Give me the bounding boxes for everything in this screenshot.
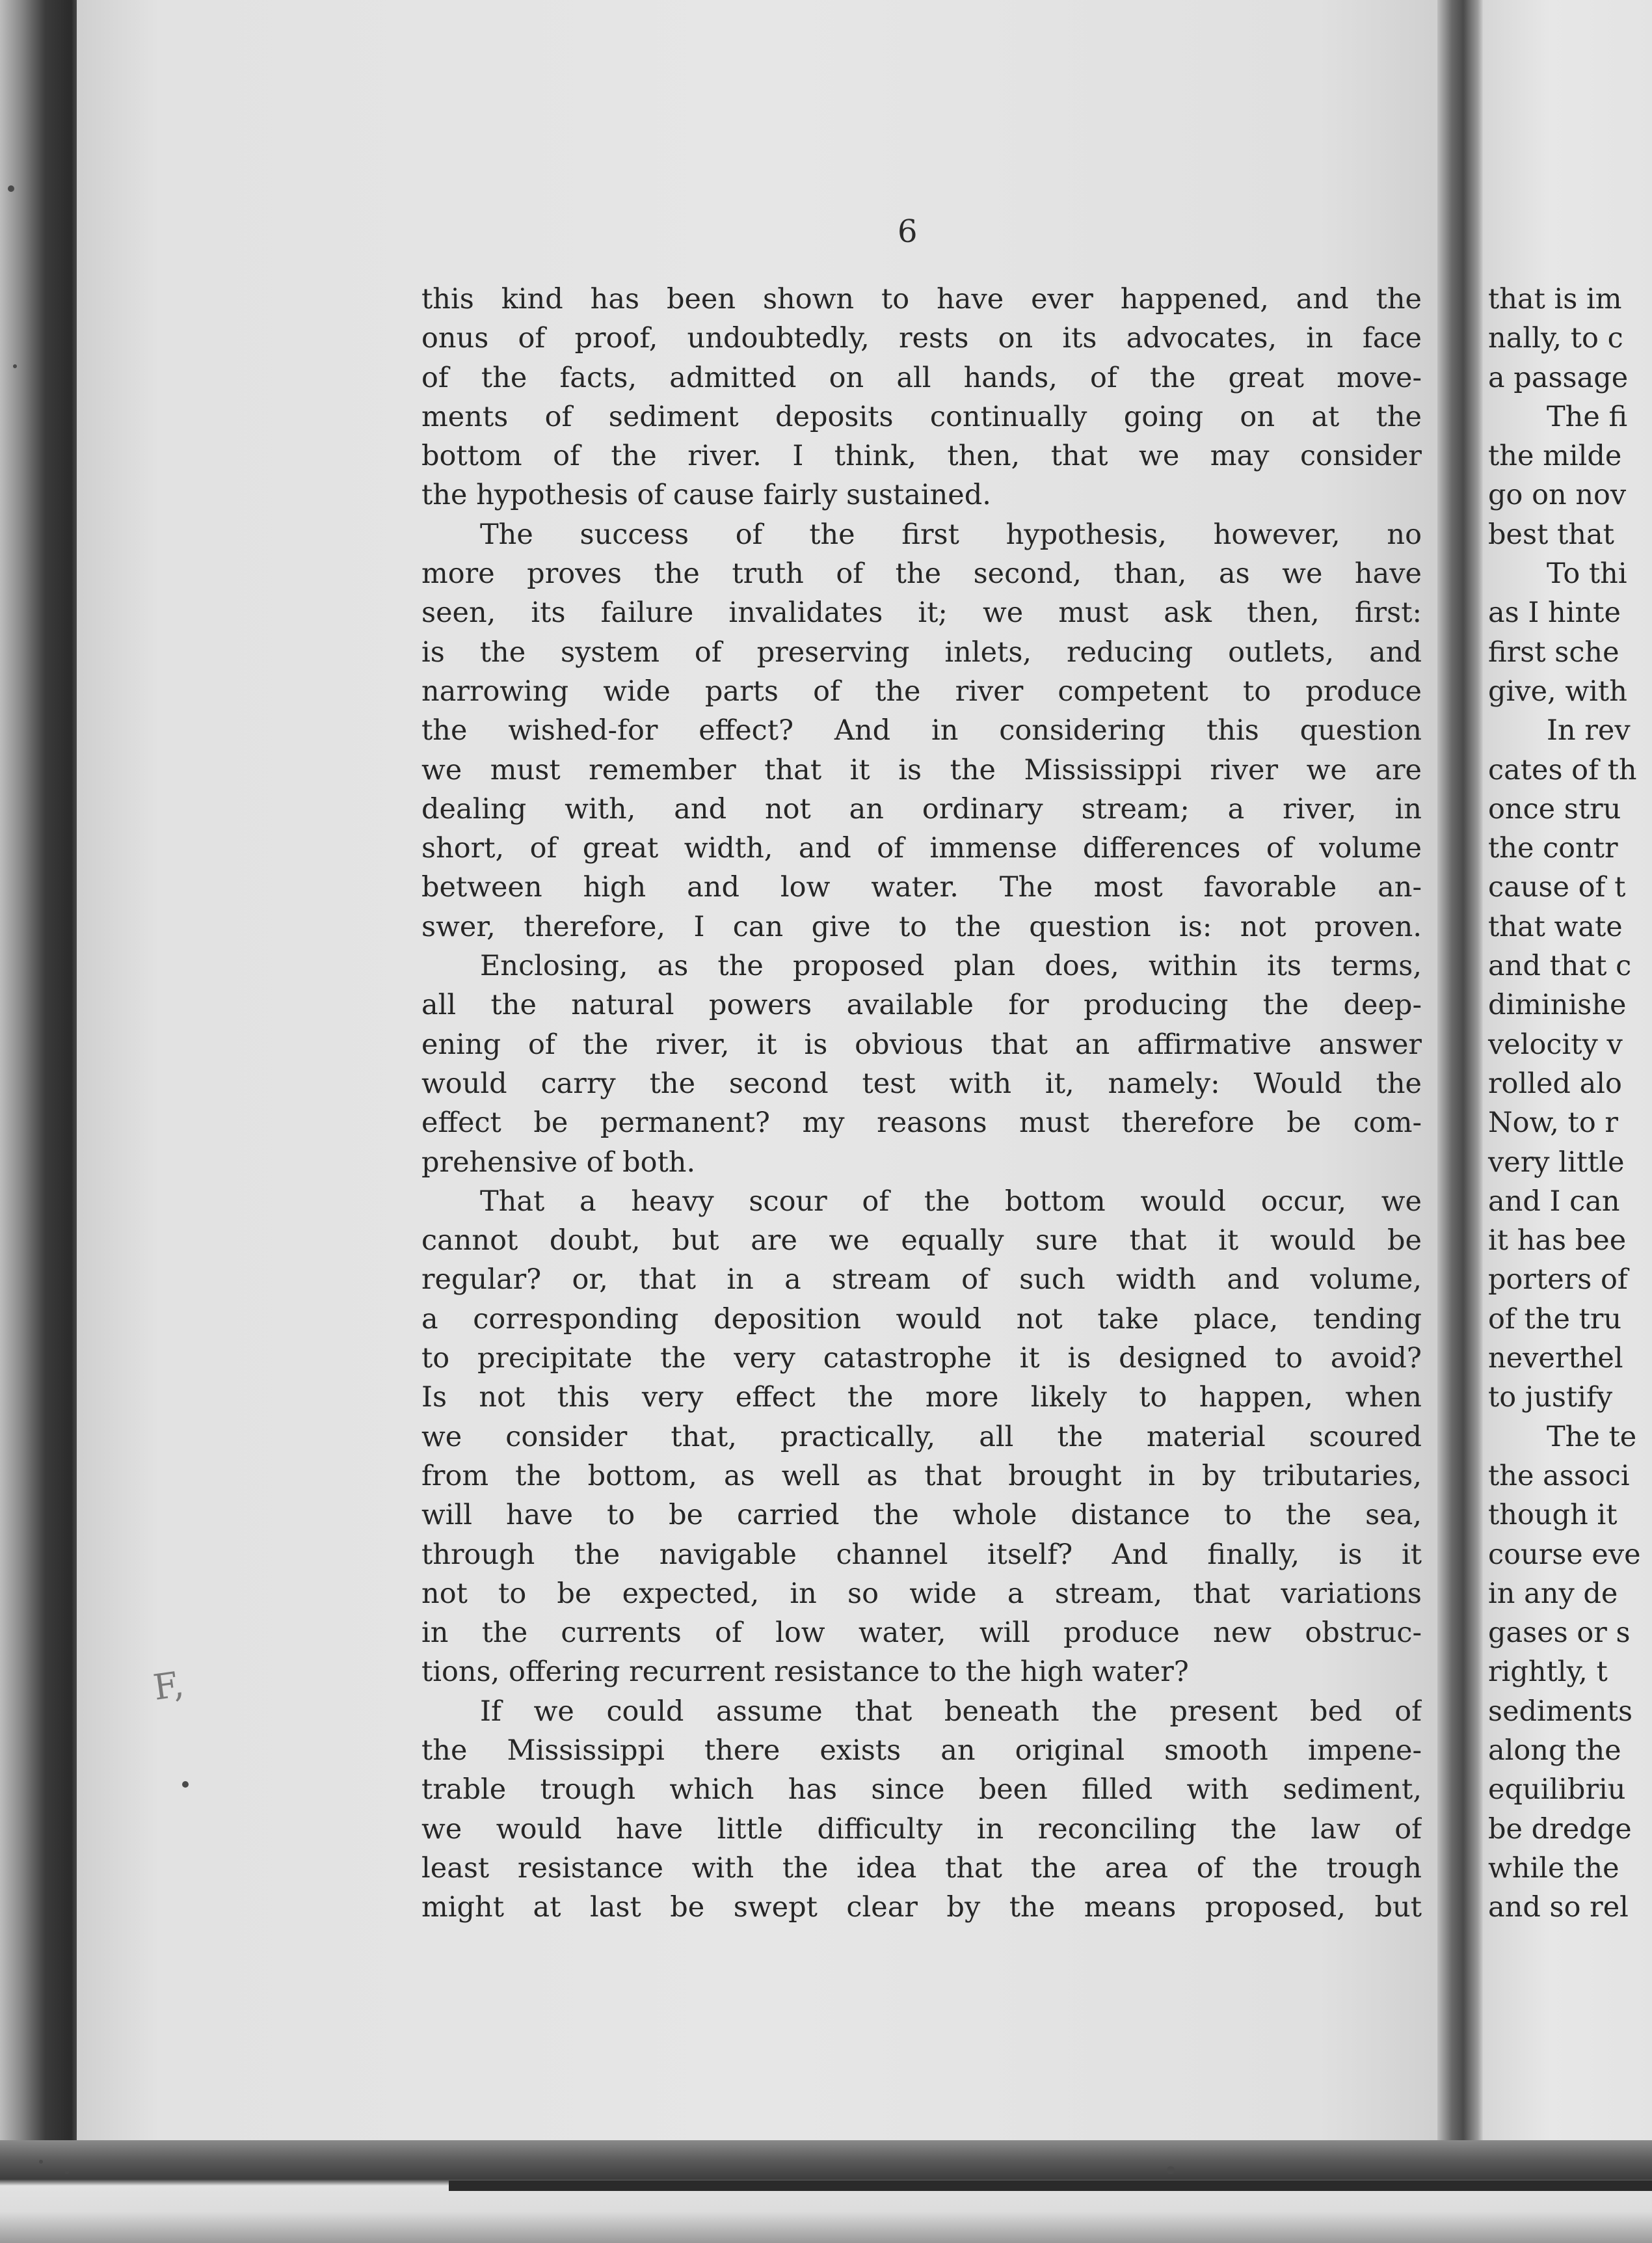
text-line: the Mississippi there exists an original smooth impene- (421, 1734, 1422, 1767)
text-line: and I can (1488, 1185, 1620, 1218)
text-line: go on nov (1488, 479, 1627, 512)
text-line: short, of great width, and of immense differences of volume (421, 832, 1422, 865)
text-line: porters of (1488, 1263, 1628, 1296)
speck (39, 2160, 43, 2164)
text-line: tions, offering recurrent resistance to the high water? (421, 1656, 1189, 1689)
text-line: a corresponding deposition would not take place, tending (421, 1302, 1422, 1336)
text-line: we would have little difficulty in reconciling the law of (421, 1812, 1422, 1846)
book-gutter (1437, 0, 1483, 2243)
text-line: that is im (1488, 283, 1622, 316)
text-line: to precipitate the very catastrophe it is designed to avoid? (421, 1342, 1422, 1375)
text-line: equilibriu (1488, 1773, 1626, 1806)
text-line: Now, to r (1488, 1107, 1618, 1140)
text-line: that wate (1488, 910, 1623, 943)
text-line: in the currents of low water, will produce new obstruc- (421, 1617, 1422, 1650)
text-line: the hypothesis of cause fairly sustained. (421, 479, 991, 512)
bottom-scan-edge (0, 2140, 1652, 2243)
text-line: is the system of preserving inlets, reducing outlets, and (421, 636, 1422, 669)
speck (182, 1781, 189, 1788)
text-line: regular? or, that in a stream of such width and volume, (421, 1263, 1422, 1296)
text-line: swer, therefore, I can give to the question is: not proven. (421, 910, 1422, 943)
text-line: once stru (1488, 792, 1621, 826)
text-line: and so rel (1488, 1891, 1629, 1924)
text-line: very little (1488, 1146, 1625, 1179)
text-line: will have to be carried the whole distance to the sea, (421, 1499, 1422, 1532)
text-line: best that (1488, 518, 1614, 551)
text-line: of the tru (1488, 1302, 1622, 1336)
text-line: though it (1488, 1499, 1618, 1532)
text-line: between high and low water. The most favorable an- (421, 871, 1422, 904)
right-page-text-column (1488, 280, 1652, 1927)
text-line: If we could assume that beneath the present bed of (480, 1695, 1422, 1728)
text-line: diminishe (1488, 989, 1627, 1022)
text-line: nally, to c (1488, 322, 1623, 355)
text-line: The fi (1547, 400, 1628, 433)
text-line: onus of proof, undoubtedly, rests on its advocates, in face (421, 322, 1422, 355)
text-line: the associ (1488, 1459, 1630, 1492)
bottom-dark-bar (449, 2181, 1652, 2191)
text-line: rightly, t (1488, 1656, 1608, 1689)
left-scan-edge (0, 0, 78, 2243)
text-line: To thi (1547, 557, 1627, 591)
text-line: a passage (1488, 361, 1629, 394)
text-line: That a heavy scour of the bottom would occur, we (480, 1185, 1422, 1218)
text-line: velocity v (1488, 1028, 1623, 1061)
text-line: course eve (1488, 1538, 1641, 1571)
text-line: and that c (1488, 950, 1632, 983)
text-line: sediments (1488, 1695, 1633, 1728)
text-line: the contr (1488, 832, 1618, 865)
text-line: as I hinte (1488, 597, 1621, 630)
text-line: in any de (1488, 1577, 1618, 1610)
text-line: give, with (1488, 675, 1627, 708)
text-line: cates of th (1488, 753, 1637, 786)
text-line: to justify (1488, 1381, 1613, 1414)
text-line: all the natural powers available for producing the deep- (421, 989, 1422, 1022)
text-line: this kind has been shown to have ever happened, and the (421, 283, 1422, 316)
text-line: ments of sediment deposits continually going on at the (421, 400, 1422, 433)
text-line: effect be permanent? my reasons must therefore be com- (421, 1107, 1422, 1140)
text-line: prehensive of both. (421, 1146, 696, 1179)
text-line: while the (1488, 1851, 1619, 1885)
speck (1167, 2166, 1175, 2174)
text-line: cause of t (1488, 871, 1626, 904)
text-line: Enclosing, as the proposed plan does, within its terms, (480, 950, 1422, 983)
text-line: the wished-for effect? And in considering this question (421, 714, 1422, 747)
speck (13, 364, 17, 368)
text-line: the milde (1488, 440, 1622, 473)
text-line: might at last be swept clear by the means proposed, but (421, 1891, 1422, 1924)
text-line: least resistance with the idea that the area of the trough (421, 1851, 1422, 1885)
text-line: of the facts, admitted on all hands, of the great move- (421, 361, 1422, 394)
text-line: The success of the first hypothesis, however, no (480, 518, 1422, 551)
text-line: first sche (1488, 636, 1619, 669)
text-line: Is not this very effect the more likely to happen, when (421, 1381, 1422, 1414)
text-line: we must remember that it is the Mississippi river we are (421, 753, 1422, 786)
speck (8, 185, 14, 192)
text-line: from the bottom, as well as that brought in by tributaries, (421, 1459, 1422, 1492)
text-line: not to be expected, in so wide a stream, that variations (421, 1577, 1422, 1610)
text-line: dealing with, and not an ordinary stream; a river, in (421, 792, 1422, 826)
page-number: 6 (898, 213, 918, 250)
text-line: ening of the river, it is obvious that an affirmative answer (421, 1028, 1422, 1061)
text-line: trable trough which has since been filled with sediment, (421, 1773, 1422, 1806)
text-line: more proves the truth of the second, than, as we have (421, 557, 1422, 591)
text-line: cannot doubt, but are we equally sure that it would be (421, 1224, 1422, 1257)
text-line: neverthel (1488, 1342, 1623, 1375)
main-text-column (421, 280, 1422, 1927)
text-line: be dredge (1488, 1812, 1632, 1846)
text-line: gases or s (1488, 1617, 1631, 1650)
text-line: along the (1488, 1734, 1621, 1767)
speck (65, 2170, 69, 2174)
text-line: seen, its failure invalidates it; we must ask then, first: (421, 597, 1422, 630)
text-line: we consider that, practically, all the material scoured (421, 1420, 1422, 1453)
text-line: In rev (1547, 714, 1631, 747)
handwritten-margin-mark: F, (150, 1663, 187, 1708)
text-line: narrowing wide parts of the river competent to produce (421, 675, 1422, 708)
text-line: rolled alo (1488, 1067, 1622, 1100)
text-line: would carry the second test with it, namely: Would the (421, 1067, 1422, 1100)
text-line: The te (1547, 1420, 1637, 1453)
text-line: bottom of the river. I think, then, that we may consider (421, 440, 1422, 473)
text-line: through the navigable channel itself? And finally, is it (421, 1538, 1422, 1571)
text-line: it has bee (1488, 1224, 1627, 1257)
